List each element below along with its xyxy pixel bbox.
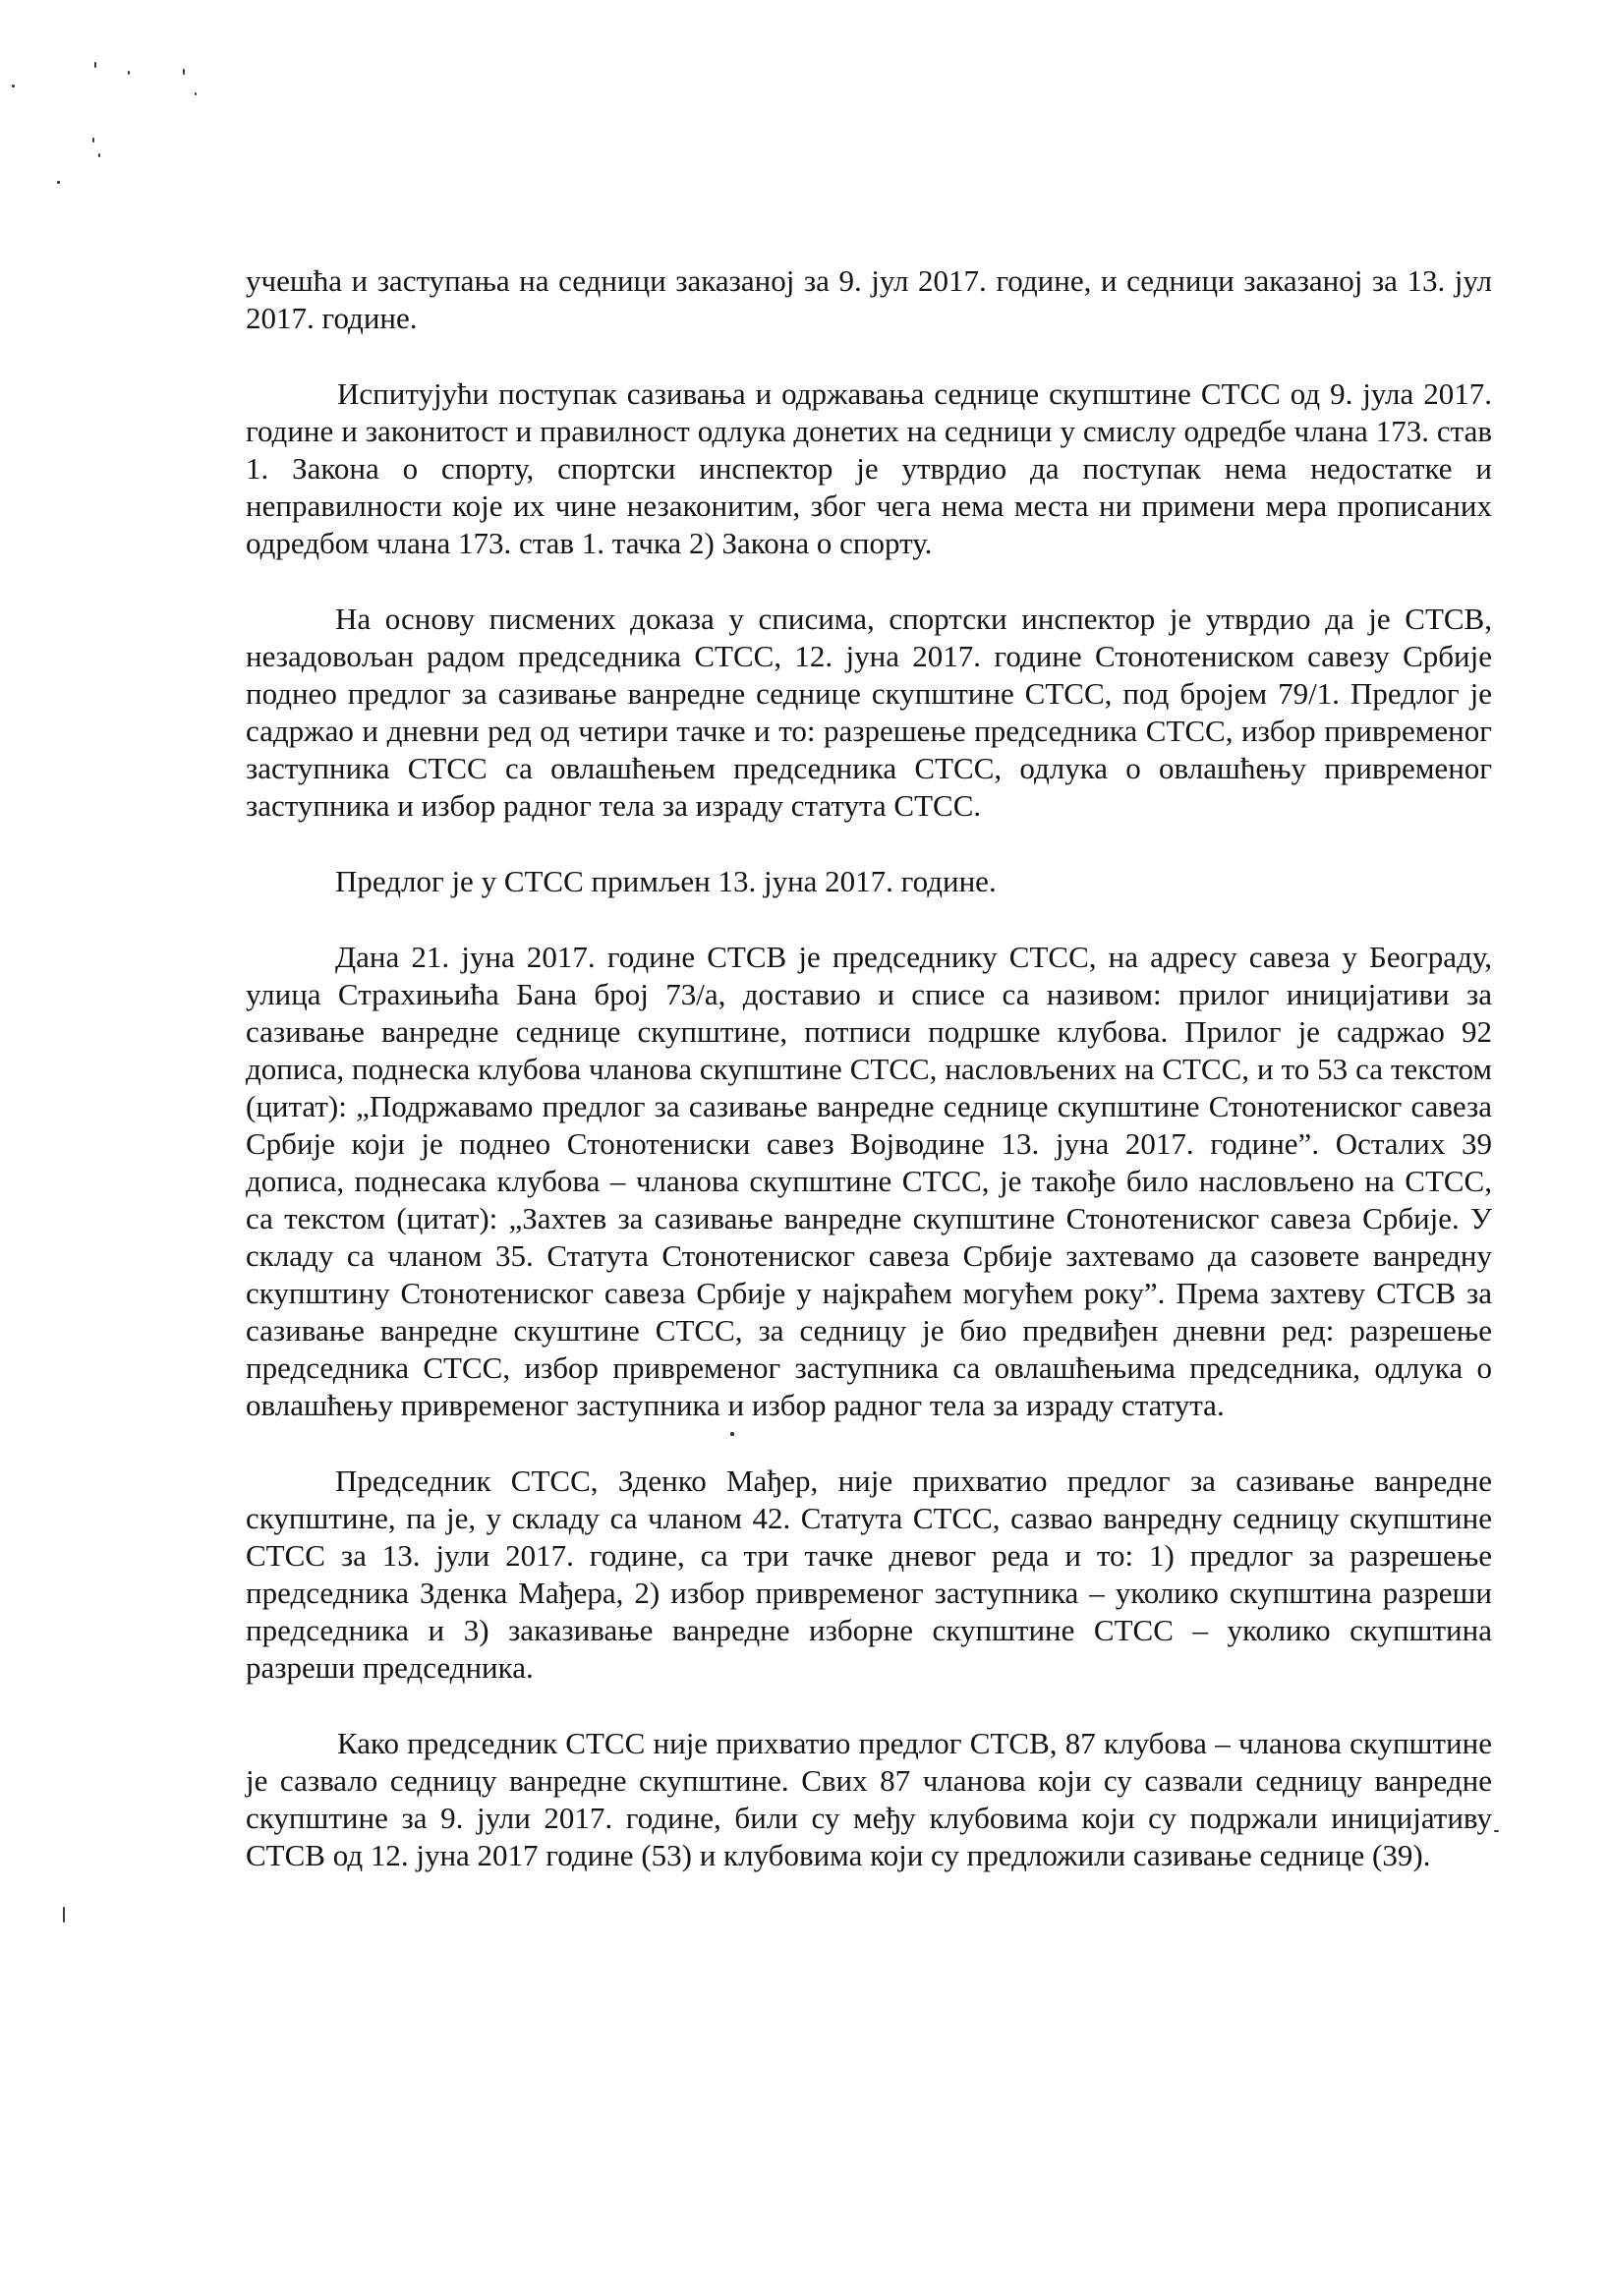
paragraph-delivered-files: Дана 21. јуна 2017. године СТСВ је председнику СТСС, на адресу савеза у Београду, улица Страхињића Бана број 73/а, доставио и списе са називом: прилог иницијативи за сазивање ванредне седнице скупштине, потписи подршке клубова. Прилог је садржао 92 дописа, поднеска клубова чланова скупштине СТСС, насловљених на СТСС, и то 53 са текстом (цитат): „Подржавамо предлог за сазивање ванредне седнице скупштине Стонотениског савеза Србије који је поднео Стонотениски савез Војводине 13. јуна 2017. године”. Осталих 39 дописа, поднесака клубова – чланова скупштине СТСС, је такође било насловљено на СТСС, са текстом (цитат): „Захтев за сазивање ванредне скупштине Стонотениског савеза Србије. У складу са чланом 35. Статута Стонотениског савеза Србије захтевамо да сазовете ванредну скупштину Стонотениског савеза Србије у најкраћем могућем року”. Према захтеву СТСВ за сазивање ванредне скуштине СТСС, за седницу је био предвиђен дневни ред: разрешење председника СТСС, избор привременог заступника са овлашћењима председника, одлука о овлашћењу привременог заступника и избор радног тела за израду статута. bbox=[246, 940, 1492, 1422]
paragraph-clubs-convened: Како председник СТСС није прихватио предлог СТСВ, 87 клубова – чланова скупштине је сазвало седницу ванредне скупштине. Свих 87 чланова који су сазвали седницу ванредне скупштине за 9. јули 2017. године, били су међу клубовима који су подржали иницијативу СТСВ од 12. јуна 2017 године (53) и клубовима који су предложили сазивање седнице (39). bbox=[246, 1726, 1492, 1872]
paragraph-written-evidence: На основу писмених доказа у списима, спортски инспектор је утврдио да је СТСВ, незадовољан радом председника СТСС, 12. јуна 2017. године Стонотениском савезу Србије поднео предлог за сазивање ванредне седнице скупштине СТСС, под бројем 79/1. Предлог је садржао и дневни ред од четири тачке и то: разрешење председника СТСС, избор привременог заступника СТСС са овлашћењем председника СТСС, одлука о овлашћењу привременог заступника и избор радног тела за израду статута СТСС. bbox=[246, 602, 1492, 823]
paragraph-session-review: Испитујући поступак сазивања и одржавања седнице скупштине СТСС од 9. јула 2017. године и законитост и правилност одлука донетих на седници у смислу одредбе члана 173. став 1. Закона о спорту, спортски инспектор је утврдио да поступак нема недостатке и неправилности које их чине незаконитим, због чега нема места ни примени мера прописаних одредбом члана 173. став 1. тачка 2) Закона о спорту. bbox=[246, 376, 1492, 560]
paragraph-proposal-received: Предлог је у СТСС примљен 13. јуна 2017. године. bbox=[335, 864, 997, 898]
document-body bbox=[246, 262, 1492, 1913]
paragraph-president-response: Председник СТСС, Зденко Мађер, није прихватио предлог за сазивање ванредне скупштине, па је, у складу са чланом 42. Статута СТСС, сазвао ванредну седницу скупштине СТСС за 13. јули 2017. године, са три тачке дневог реда и то: 1) предлог за разрешење председника Зденка Мађера, 2) избор привременог заступника – уколико скупштина разреши председника и 3) заказивање ванредне изборне скупштине СТСС – уколико скупштина разреши председника. bbox=[246, 1464, 1492, 1685]
paragraph-session-participation: учешћа и заступања на седници заказаној за 9. јул 2017. године, и седници заказаној за 13. јул 2017. године. bbox=[246, 263, 1492, 335]
